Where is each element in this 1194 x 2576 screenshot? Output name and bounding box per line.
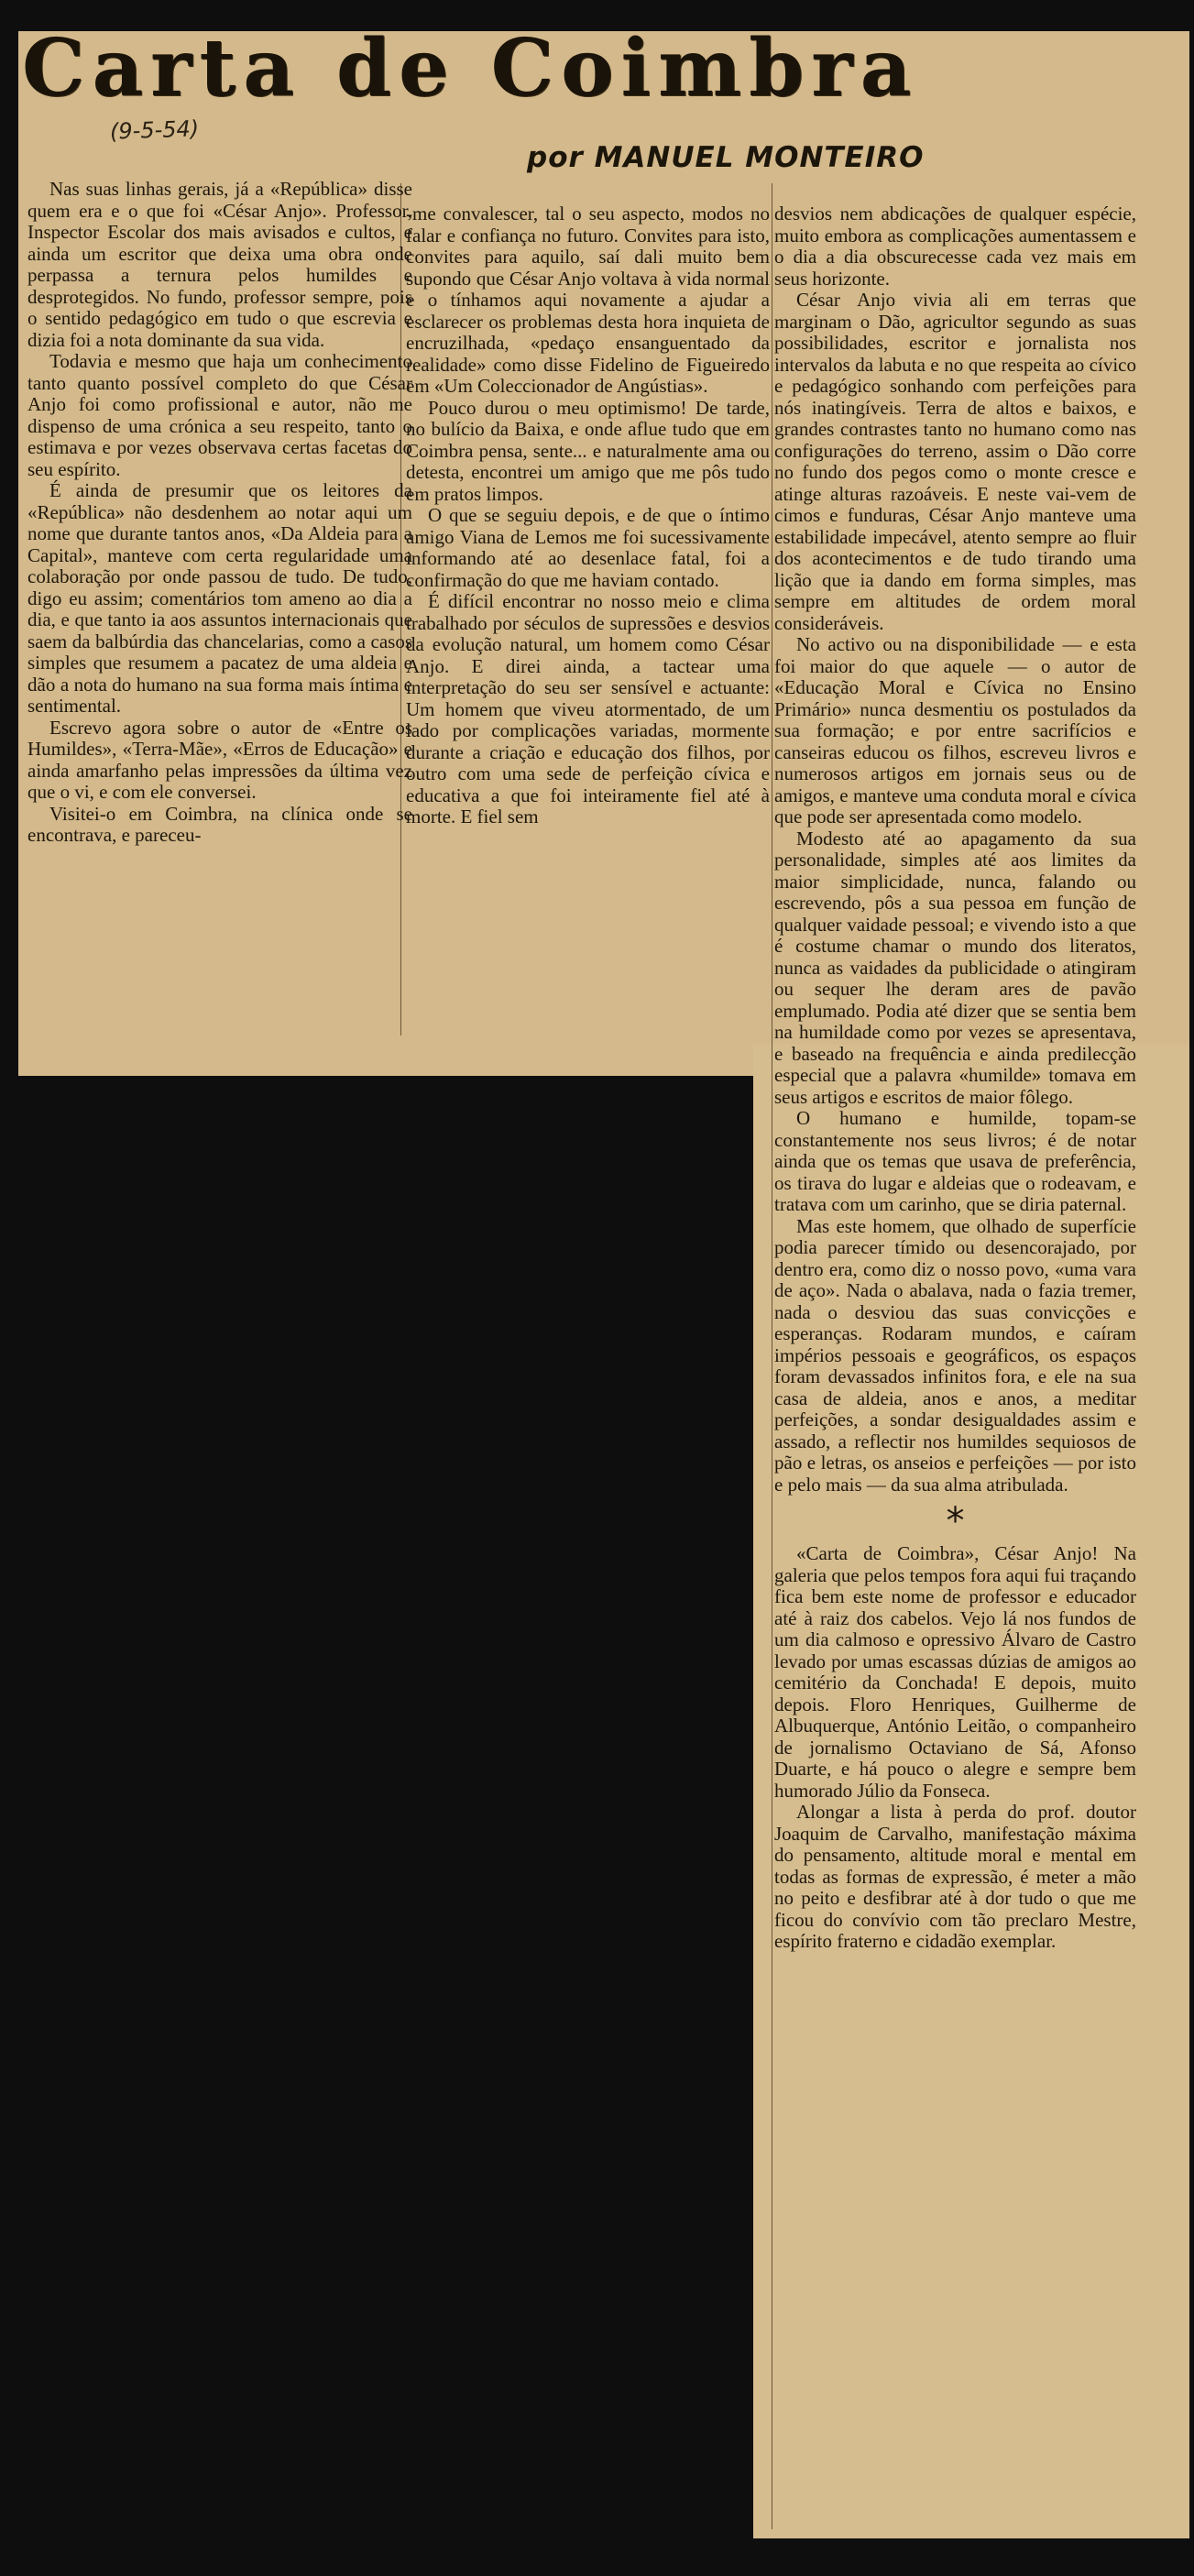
paragraph: Alongar a lista à perda do prof. doutor Joaquim de Carvalho, manifestação máxima do pensamento, altitude moral e mental em todas as formas de expressão, é meter a mão no peito e desfibrar até à dor tudo o que me ficou do convívio com tão preclaro Mestre, espírito fraterno e cidadão exemplar. [774,1801,1136,1952]
paragraph: O humano e humilde, topam-se constantemente nos seus livros; é de notar ainda que os temas que usava de preferência, os tirava do lugar e aldeias que o rodeavam, e tratava com um carinho, que se diria paternal. [774,1107,1136,1215]
paragraph: «Carta de Coimbra», César Anjo! Na galeria que pelos tempos fora aqui fui traçando fica bem este nome de professor e educador até à raiz dos cabelos. Vejo lá nos fundos de um dia calmoso e opressivo Álvaro de Castro levado por umas escassas dúzias de amigos ao cemitério da Conchada! E depois, muito depois. Floro Henriques, Guilherme de Albuquerque, António Leitão, o companheiro de jornalismo Octaviano de Sá, Afonso Duarte, e há pouco o alegre e sempre bem humorado Júlio da Fonseca. [774,1542,1136,1802]
paragraph: César Anjo vivia ali em terras que marginam o Dão, agricultor segundo as suas possibilidades, escritor e jornalista nos intervalos da labuta e no que respeita ao cívico e pedagógico sonhando com perfeições para nós inatingíveis. Terra de altos e baixos, e grandes contrastes tanto no humano como nas configurações do terreno, assim o Dão corre no fundo dos pegos como o monte cresce e atinge alturas razoáveis. E neste vai-vem de cimos e funduras, César Anjo manteve uma estabilidade impecável, atento sempre ao fluir dos acontecimentos e de tudo tirando uma lição que ia dando em forma simples, mas sempre em altitudes de ordem moral consideráveis. [774,289,1136,634]
handwritten-date: (9-5-54) [109,115,200,145]
article-column-2 [406,203,770,1056]
paragraph: No activo ou na disponibilidade — e esta foi maior do que aquele — o autor de «Educação Moral e Cívica no Ensino Primário» nunca desmentiu os postulados da sua formação; e por entre sacrifícios e canseiras educou os filhos, escreveu livros e numerosos artigos em jornais seus ou de amigos, e manteve uma conduta moral e cívica que pode ser apresentada como modelo. [774,633,1136,828]
article-column-1 [27,179,412,1022]
paragraph: -me convalescer, tal o seu aspecto, modos no falar e confiança no futuro. Convites para isto, convites para aquilo, saí dali muito bem supondo que César Anjo voltava à vida normal e o tínhamos aqui novamente a ajudar a esclarecer os problemas desta hora inquieta de encruzilhada, «pedaço ensanguentado da realidade» como disse Fidelino de Figueiredo em «Um Coleccionador de Angústias». [406,203,770,397]
paragraph: Escrevo agora sobre o autor de «Entre os Humildes», «Terra-Mãe», «Erros de Educação» e ainda amarfanho pelas impressões da última vez que o vi, e com ele conversei. [27,716,412,803]
paragraph: Pouco durou o meu optimismo! De tarde, no bulício da Baixa, e onde aflue tudo que em Coimbra pensa, sente... e naturalmente ama ou detesta, encontrei um amigo que me pôs tudo em pratos limpos. [406,396,770,505]
paragraph: Modesto até ao apagamento da sua personalidade, simples até aos limites da maior simplicidade, nunca, falando ou escrevendo, pôs a sua pessoa em função de qualquer vaidade pessoal; e vivendo isto a que é costume chamar o mundo dos literatos, nunca as vaidades da publicidade o atingiram ou sequer lhe deram ares de pavão emplumado. Podia até dizer que se sentia bem na humildade como por vezes se apresentava, e baseado na frequência e ainda predilecção especial que a palavra «humilde» tomava em seus artigos e escritos de maior fôlego. [774,827,1136,1108]
paragraph: Mas este homem, que olhado de superfície podia parecer tímido ou desencorajado, por dentro era, como diz o nosso povo, «uma vara de aço». Nada o abalava, nada o fazia tremer, nada o desviou das suas convicções e esperanças. Rodaram mundos, e caíram impérios pessoais e geográficos, os espaços foram devassados infinitos fora, e ele na sua casa de aldeia, anos e anos, a meditar perfeições, a sondar desigualdades assim e assado, a reflectir nos humildes sequiosos de pão e letras, os anseios e perfeições — por isto e pelo mais — da sua alma atribulada. [774,1214,1136,1496]
article-byline: por MANUEL MONTEIRO [527,141,925,174]
paragraph: Visitei-o em Coimbra, na clínica onde se encontrava, e pareceu- [27,802,412,846]
paragraph: É ainda de presumir que os leitores da «República» não desdenhem ao notar aqui um nome que durante tantos anos, «Da Aldeia para a Capital», manteve com certa regularidade uma colaboração por onde passou de tudo. De tudo, digo eu assim; comentários tom ameno ao dia a dia, e que tanto ia aos assuntos internacionais que saem da balbúrdia das chancelarias, como a casos simples que resumem a pacatez de uma aldeia e dão a nota do humano na sua forma mais íntima e sentimental. [27,479,412,717]
article-title: Carta de Coimbra [22,27,919,110]
paragraph: O que se seguiu depois, e de que o íntimo amigo Viana de Lemos me foi sucessivamente informando até ao desenlace fatal, foi a confirmação do que me haviam contado. [406,504,770,591]
section-separator-asterisk: * [946,1500,965,1542]
paragraph: É difícil encontrar no nosso meio e clima trabalhado por séculos de supressões e desvios da evolução natural, um homem como César Anjo. E direi ainda, a tactear uma interpretação do seu ser sensível e actuante: Um homem que viveu atormentado, de um lado por complicações variadas, mormente durante a criação e educação dos filhos, por outro com uma sede de perfeição cívica e educativa a que foi inteiramente fiel até à morte. E fiel sem [406,590,770,828]
paragraph: Nas suas linhas gerais, já a «República» disse quem era e o que foi «César Anjo». Professor, Inspector Escolar dos mais avisados e cultos, e ainda um escritor que deixa uma obra onde perpassa a ternura pelos humildes e desprotegidos. No fundo, professor sempre, pois o sentido pedagógico em tudo o que escrevia e dizia foi a nota dominante da sua vida. [27,179,412,351]
article-column-3 [774,203,1136,2527]
paragraph: desvios nem abdicações de qualquer espécie, muito embora as complicações aumentassem e o dia a dia obscurecesse cada vez mais em seus horizonte. [774,203,1136,290]
paragraph: Todavia e mesmo que haja um conhecimento tanto quanto possível completo do que César Anjo foi como profissional e autor, não me dispenso de uma crónica a seu respeito, tanto o estimava e por vezes observava certas facetas do seu espírito. [27,350,412,480]
